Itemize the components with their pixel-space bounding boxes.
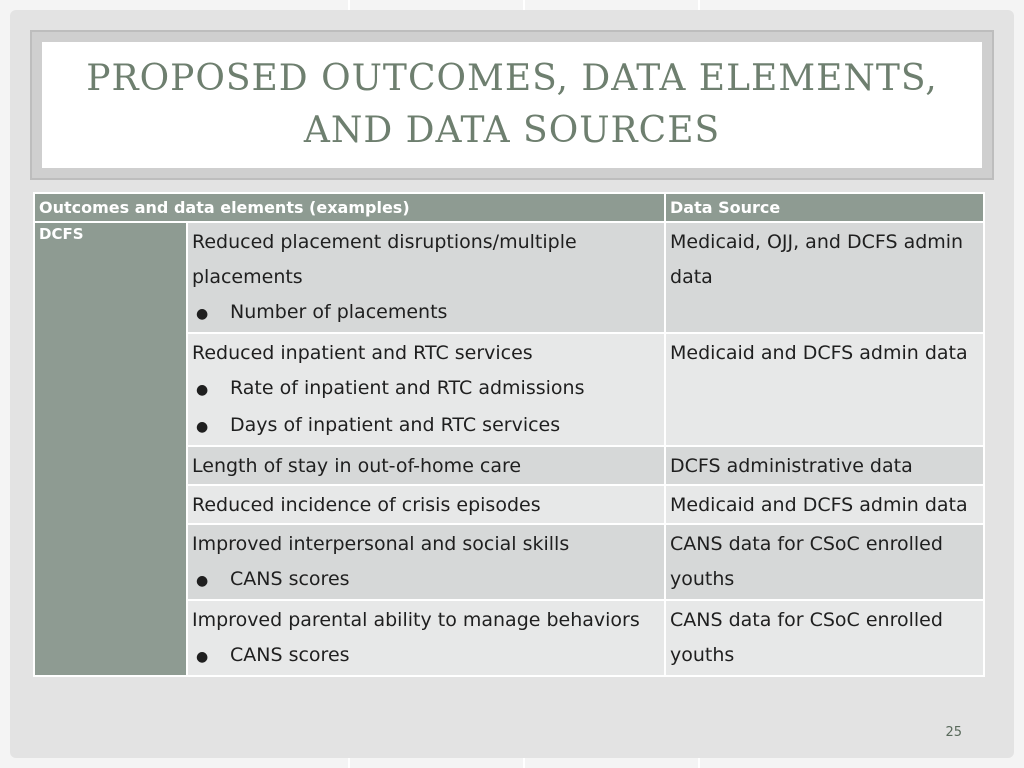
- outcome-text: Reduced incidence of crisis episodes: [192, 494, 541, 516]
- slide-title-line-2: AND DATA SOURCES: [303, 110, 721, 151]
- data-element-text: CANS scores: [230, 644, 350, 666]
- data-element-item: [192, 295, 660, 332]
- outcome-cell: [187, 524, 665, 600]
- header-data-source: Data Source: [665, 193, 984, 222]
- data-element-item: [192, 371, 660, 408]
- outcome-text: Reduced placement disruptions/multiple placements: [192, 231, 577, 288]
- bullet-icon: ●: [196, 419, 209, 435]
- bullet-icon: ●: [196, 649, 209, 665]
- outcome-text: Improved parental ability to manage behaviors: [192, 609, 640, 631]
- outcome-cell: [187, 485, 665, 524]
- data-source-cell: Medicaid, OJJ, and DCFS admin data: [665, 222, 984, 333]
- title-box: [42, 42, 982, 168]
- outcomes-table: [33, 192, 985, 677]
- outcome-text: Improved interpersonal and social skills: [192, 533, 570, 555]
- data-element-item: [192, 638, 660, 675]
- data-element-item: [192, 408, 660, 445]
- page-number: 25: [945, 725, 962, 740]
- data-source-cell: Medicaid and DCFS admin data: [665, 333, 984, 446]
- bullet-icon: ●: [196, 306, 209, 322]
- data-element-item: [192, 562, 660, 599]
- data-source-cell: CANS data for CSoC enrolled youths: [665, 524, 984, 600]
- data-element-text: Number of placements: [230, 301, 448, 323]
- outcome-cell: [187, 600, 665, 676]
- outcome-text: Reduced inpatient and RTC services: [192, 342, 533, 364]
- outcome-cell: [187, 222, 665, 333]
- data-source-cell: CANS data for CSoC enrolled youths: [665, 600, 984, 676]
- group-label-dcfs: DCFS: [34, 222, 187, 676]
- slide-title-line-1: PROPOSED OUTCOMES, DATA ELEMENTS,: [86, 58, 938, 99]
- header-outcomes: Outcomes and data elements (examples): [34, 193, 665, 222]
- data-element-text: Rate of inpatient and RTC admissions: [230, 377, 585, 399]
- slide-title: [86, 53, 937, 157]
- bullet-icon: ●: [196, 382, 209, 398]
- table-header-row: [34, 193, 984, 222]
- outcome-cell: [187, 333, 665, 446]
- data-source-cell: Medicaid and DCFS admin data: [665, 485, 984, 524]
- bullet-icon: ●: [196, 573, 209, 589]
- table-body: [34, 222, 984, 676]
- data-source-cell: DCFS administrative data: [665, 446, 984, 485]
- data-element-text: CANS scores: [230, 568, 350, 590]
- data-element-text: Days of inpatient and RTC services: [230, 414, 561, 436]
- outcome-text: Length of stay in out-of-home care: [192, 455, 522, 477]
- outcome-cell: [187, 446, 665, 485]
- title-frame: [30, 30, 994, 180]
- table-row: [34, 222, 984, 333]
